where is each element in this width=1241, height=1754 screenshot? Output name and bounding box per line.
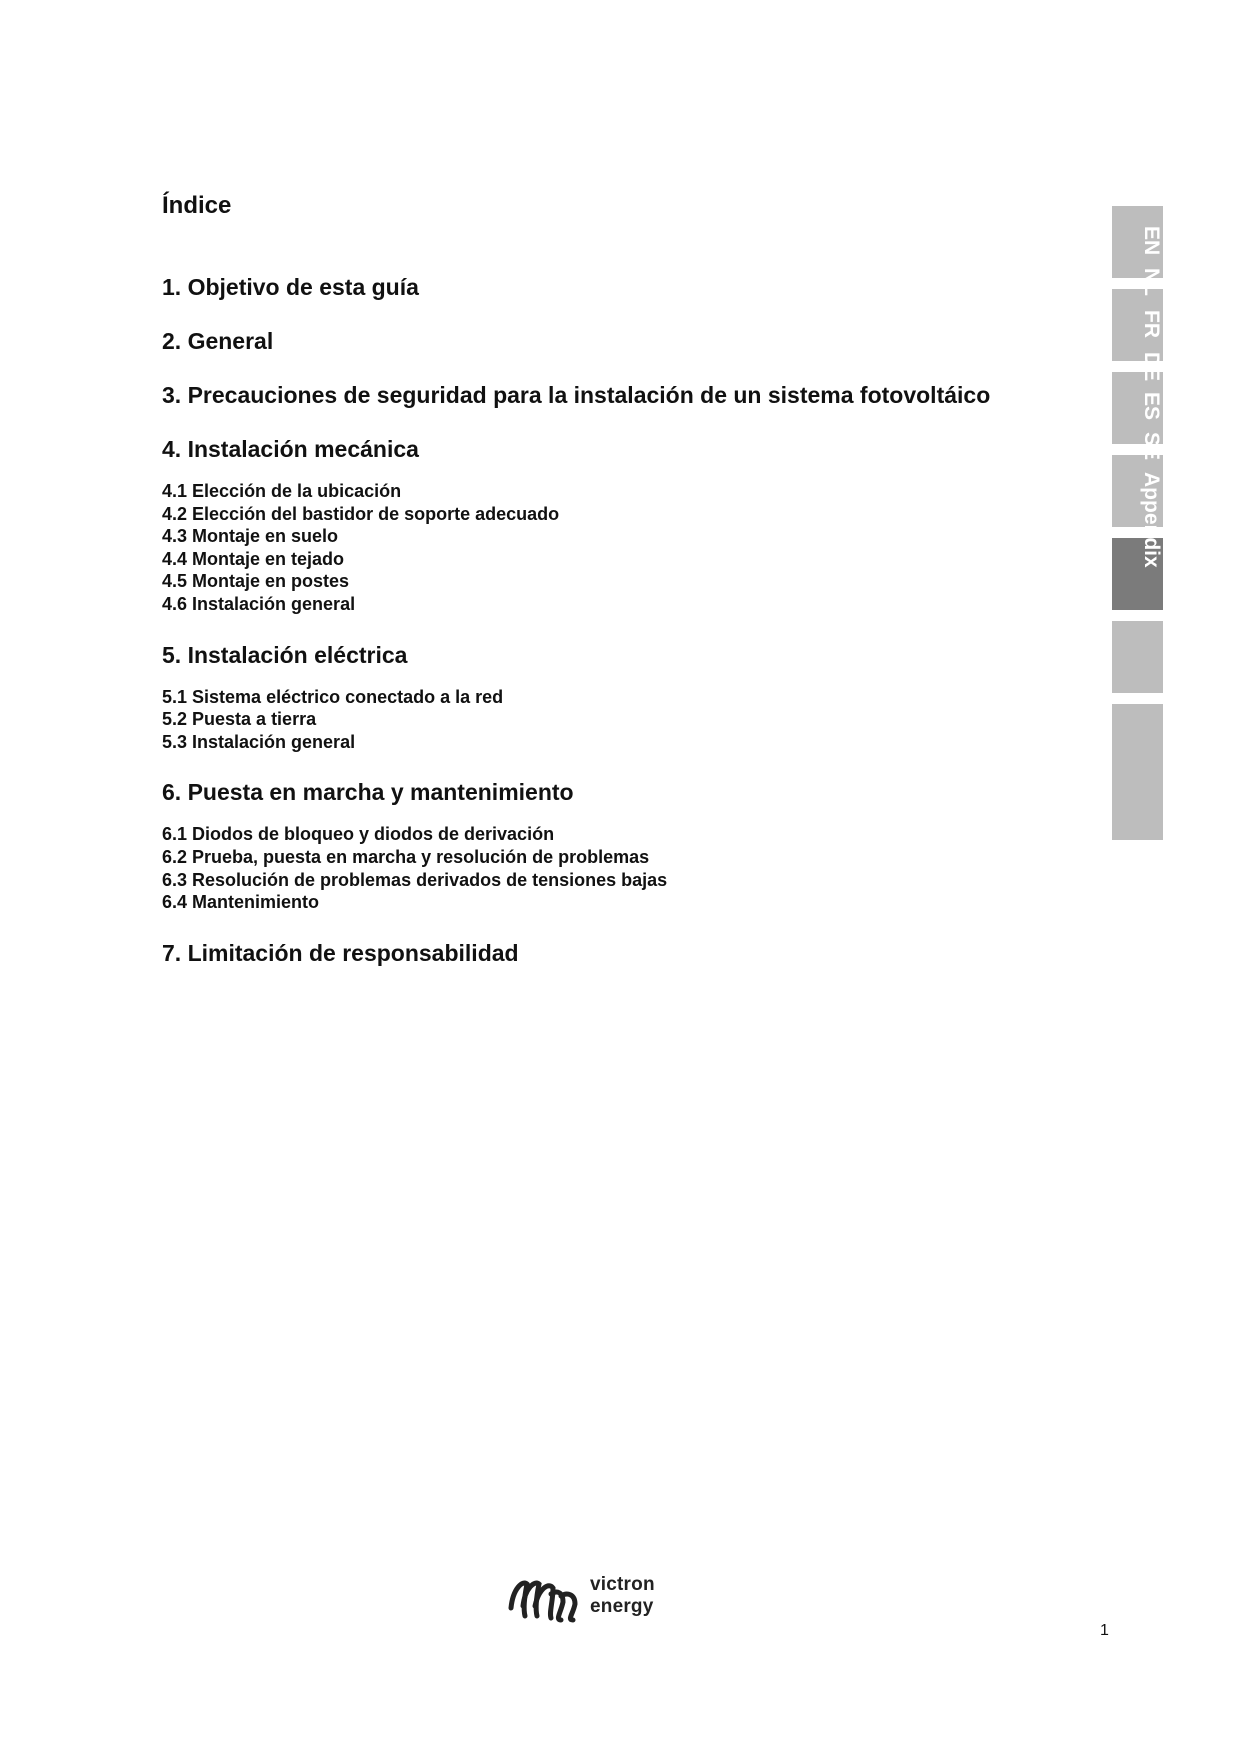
subsection-item[interactable]: 6.1 Diodos de bloqueo y diodos de derivación	[162, 824, 555, 845]
tab-de[interactable]: DE	[1140, 352, 1163, 382]
toc-section	[162, 270, 1062, 304]
subsection-item[interactable]: 6.2 Prueba, puesta en marcha y resolución de problemas	[162, 846, 650, 867]
toc-title: Índice	[162, 192, 232, 219]
victron-coil-icon	[505, 1568, 585, 1628]
page-number: 1	[1100, 1622, 1109, 1639]
section-heading[interactable]: 5. Instalación eléctrica	[162, 641, 408, 668]
subsection-item[interactable]: 5.3 Instalación general	[162, 731, 356, 752]
subsection-item[interactable]: 6.3 Resolución de problemas derivados de tensiones bajas	[162, 869, 668, 890]
subsection-item[interactable]: 4.5 Montaje en postes	[162, 571, 350, 592]
tab-se[interactable]: SE	[1140, 432, 1163, 461]
subsection-item[interactable]: 5.2 Puesta a tierra	[162, 709, 317, 730]
toc-section	[162, 936, 1062, 970]
toc-section	[162, 432, 1062, 616]
subsection-item[interactable]: 4.6 Instalación general	[162, 593, 356, 614]
logo-text: victron energy	[590, 1574, 655, 1617]
victron-logo	[505, 1568, 720, 1628]
section-heading[interactable]: 4. Instalación mecánica	[162, 436, 419, 462]
tab-box-empty-1	[1112, 621, 1163, 693]
subsection-item[interactable]: 6.4 Mantenimiento	[162, 892, 320, 913]
tab-box-empty-2	[1112, 704, 1163, 840]
tab-nl[interactable]: NL	[1140, 268, 1163, 296]
toc-section	[162, 638, 1062, 754]
subsection-list	[162, 480, 1062, 616]
toc-section	[162, 324, 1062, 358]
subsection-item[interactable]: 4.3 Montaje en suelo	[162, 526, 339, 547]
subsection-item[interactable]: 5.1 Sistema eléctrico conectado a la red	[162, 686, 504, 707]
tab-fr[interactable]: FR	[1140, 310, 1163, 338]
tab-en[interactable]: EN	[1140, 226, 1163, 256]
section-heading[interactable]: 2. General	[162, 328, 274, 354]
subsection-list	[162, 686, 1062, 754]
tab-appendix[interactable]: Appendix	[1140, 472, 1163, 568]
section-heading[interactable]: 6. Puesta en marcha y mantenimiento	[162, 779, 574, 806]
subsection-item[interactable]: 4.4 Montaje en tejado	[162, 548, 345, 569]
tab-es[interactable]: ES	[1140, 392, 1163, 421]
subsection-item[interactable]: 4.2 Elección del bastidor de soporte adecuado	[162, 503, 560, 524]
table-of-contents	[162, 270, 1062, 990]
section-heading[interactable]: 7. Limitación de responsabilidad	[162, 939, 519, 966]
subsection-list	[162, 823, 1062, 913]
toc-section	[162, 378, 1062, 412]
toc-section	[162, 775, 1062, 913]
section-heading[interactable]: 3. Precauciones de seguridad para la instalación de un sistema fotovoltáico	[162, 382, 991, 408]
section-heading[interactable]: 1. Objetivo de esta guía	[162, 274, 419, 300]
language-tab-labels	[1112, 206, 1163, 626]
subsection-item[interactable]: 4.1 Elección de la ubicación	[162, 481, 402, 501]
